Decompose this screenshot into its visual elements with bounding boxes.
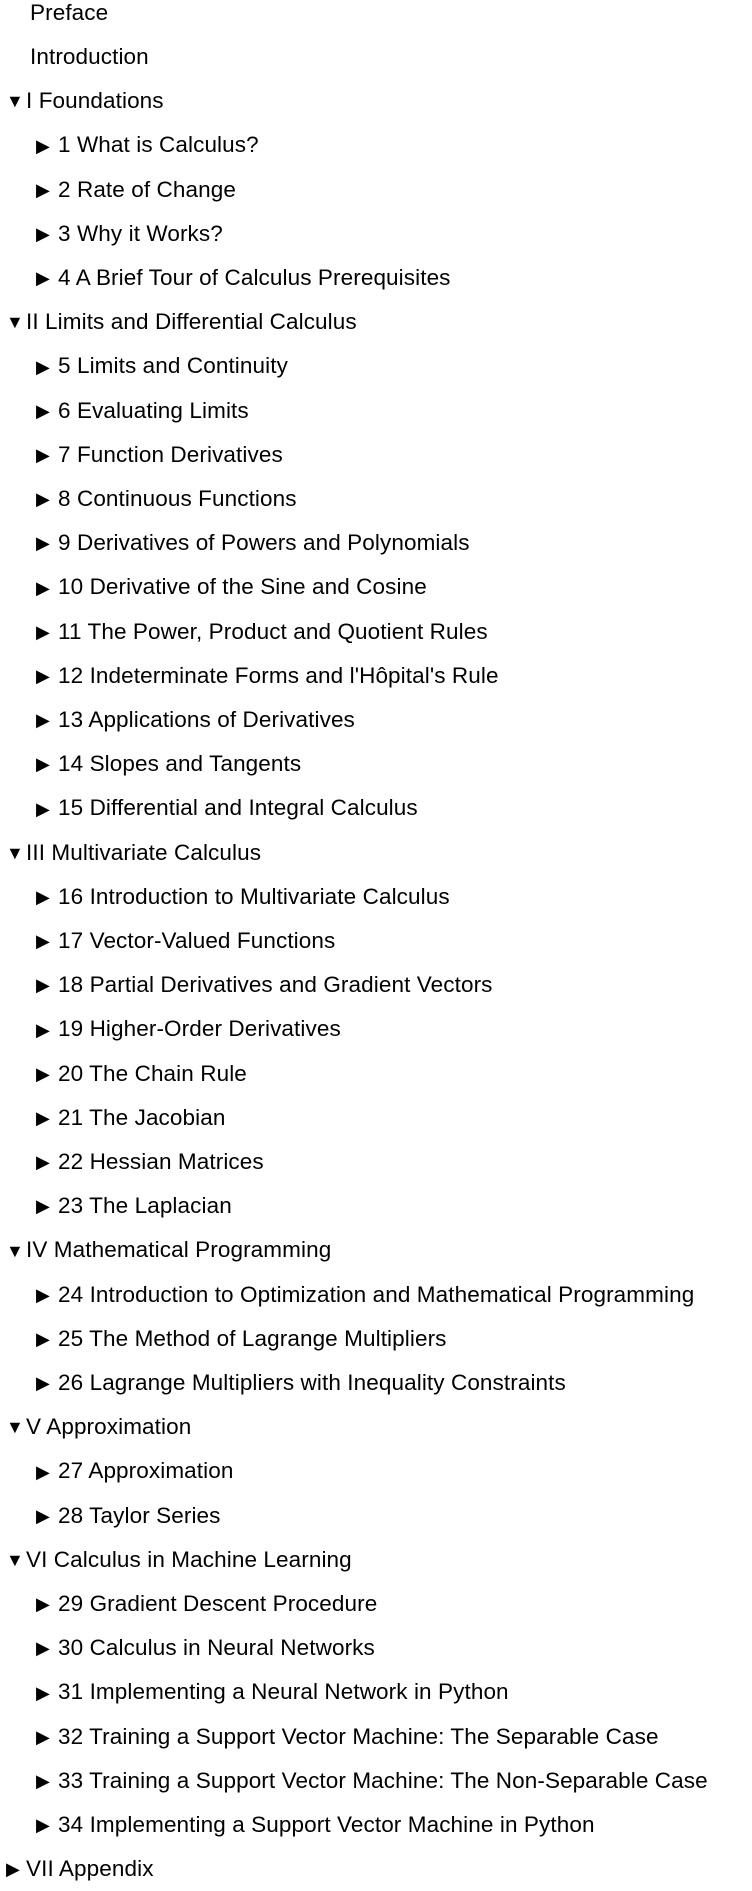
triangle-right-icon[interactable]: ▶ xyxy=(36,224,50,244)
toc-label: 19 Higher-Order Derivatives xyxy=(58,1016,341,1042)
toc-label: Introduction xyxy=(30,43,149,69)
triangle-right-icon[interactable]: ▶ xyxy=(36,754,50,775)
toc-chapter[interactable] xyxy=(0,433,283,477)
triangle-right-icon[interactable]: ▶ xyxy=(36,621,50,642)
toc-label: V Approximation xyxy=(26,1414,192,1440)
triangle-right-icon[interactable]: ▶ xyxy=(36,1726,50,1747)
triangle-right-icon[interactable]: ▶ xyxy=(36,798,50,819)
triangle-right-icon[interactable]: ▶ xyxy=(36,887,50,907)
triangle-right-icon[interactable]: ▶ xyxy=(36,1815,50,1836)
triangle-right-icon[interactable]: ▶ xyxy=(36,1594,50,1615)
triangle-right-icon[interactable]: ▶ xyxy=(36,931,50,952)
toc-label: 29 Gradient Descent Procedure xyxy=(58,1590,378,1616)
toc-chapter[interactable] xyxy=(0,256,451,300)
toc-chapter[interactable] xyxy=(0,1759,708,1803)
toc-label: I Foundations xyxy=(26,88,164,114)
toc-chapter[interactable] xyxy=(0,521,470,565)
toc-chapter[interactable] xyxy=(0,787,418,831)
toc-chapter[interactable] xyxy=(0,963,493,1007)
toc-chapter[interactable] xyxy=(0,168,236,212)
toc-label: VII Appendix xyxy=(26,1856,154,1882)
triangle-right-icon[interactable]: ▶ xyxy=(36,533,50,554)
triangle-right-icon[interactable]: ▶ xyxy=(36,1329,50,1349)
toc-chapter[interactable] xyxy=(0,212,223,256)
triangle-right-icon[interactable]: ▶ xyxy=(36,975,50,996)
toc-label: 20 The Chain Rule xyxy=(58,1060,247,1086)
triangle-right-icon[interactable]: ▶ xyxy=(36,1152,50,1173)
toc-label: 16 Introduction to Multivariate Calculus xyxy=(58,883,450,909)
triangle-right-icon[interactable]: ▶ xyxy=(36,135,50,156)
toc-chapter[interactable] xyxy=(0,1008,341,1052)
toc-label: III Multivariate Calculus xyxy=(26,839,262,865)
toc-label: 12 Indeterminate Forms and l'Hôpital's Rule xyxy=(58,662,499,688)
toc-label: 7 Function Derivatives xyxy=(58,441,283,467)
toc-label: 28 Taylor Series xyxy=(58,1502,221,1528)
toc-chapter[interactable] xyxy=(0,1715,659,1759)
triangle-down-icon[interactable]: ▼ xyxy=(6,312,24,333)
toc-label: 6 Evaluating Limits xyxy=(58,397,249,423)
toc-entry[interactable] xyxy=(0,0,108,35)
toc-label: IV Mathematical Programming xyxy=(26,1237,332,1263)
toc-chapter[interactable] xyxy=(0,124,259,168)
triangle-down-icon[interactable]: ▼ xyxy=(6,1417,24,1438)
triangle-right-icon[interactable]: ▶ xyxy=(36,489,50,510)
triangle-right-icon[interactable]: ▶ xyxy=(36,1682,50,1703)
toc-chapter[interactable] xyxy=(0,566,427,610)
triangle-right-icon[interactable]: ▶ xyxy=(6,1859,20,1880)
triangle-right-icon[interactable]: ▶ xyxy=(36,666,50,686)
toc-chapter[interactable] xyxy=(0,698,355,742)
triangle-right-icon[interactable]: ▶ xyxy=(36,356,50,377)
toc-chapter[interactable] xyxy=(0,477,297,521)
toc-label: 9 Derivatives of Powers and Polynomials xyxy=(58,530,470,556)
toc-label: 33 Training a Support Vector Machine: The Non-Separable Case xyxy=(58,1767,708,1793)
toc-part[interactable] xyxy=(0,1847,154,1891)
toc-chapter[interactable] xyxy=(0,1184,232,1228)
toc-label: 11 The Power, Product and Quotient Rules xyxy=(58,618,488,644)
toc-chapter[interactable] xyxy=(0,1626,375,1670)
toc-label: 13 Applications of Derivatives xyxy=(58,706,355,732)
toc-label: 8 Continuous Functions xyxy=(58,485,297,511)
toc-chapter[interactable] xyxy=(0,1494,221,1538)
toc-entry[interactable] xyxy=(0,35,149,79)
triangle-right-icon[interactable]: ▶ xyxy=(36,577,50,598)
toc-label: 30 Calculus in Neural Networks xyxy=(58,1635,375,1661)
toc-label: 1 What is Calculus? xyxy=(58,132,259,158)
toc-part[interactable] xyxy=(0,1229,331,1273)
toc-label: 15 Differential and Integral Calculus xyxy=(58,795,418,821)
toc-label: 17 Vector-Valued Functions xyxy=(58,927,336,953)
toc-label: 24 Introduction to Optimization and Mathematical Programming xyxy=(58,1281,695,1307)
toc-chapter[interactable] xyxy=(0,1803,595,1847)
toc-chapter[interactable] xyxy=(0,1582,377,1626)
triangle-down-icon[interactable]: ▼ xyxy=(6,842,24,863)
toc-label: 22 Hessian Matrices xyxy=(58,1148,264,1174)
toc-chapter[interactable] xyxy=(0,610,488,654)
toc-chapter[interactable] xyxy=(0,1671,509,1715)
toc-label: 10 Derivative of the Sine and Cosine xyxy=(58,574,427,600)
triangle-right-icon[interactable]: ▶ xyxy=(36,710,50,731)
toc-label: 14 Slopes and Tangents xyxy=(58,751,302,777)
triangle-right-icon[interactable]: ▶ xyxy=(36,400,50,421)
toc-chapter[interactable] xyxy=(0,1317,447,1361)
toc-label: 32 Training a Support Vector Machine: The Separable Case xyxy=(58,1723,659,1749)
toc-label: 27 Approximation xyxy=(58,1458,234,1484)
toc-chapter[interactable] xyxy=(0,1361,566,1405)
triangle-right-icon[interactable]: ▶ xyxy=(36,1019,50,1040)
triangle-right-icon[interactable]: ▶ xyxy=(36,1196,50,1217)
toc-chapter[interactable] xyxy=(0,389,249,433)
toc-label: 21 The Jacobian xyxy=(58,1104,226,1130)
triangle-right-icon[interactable]: ▶ xyxy=(36,1108,50,1128)
toc-part[interactable] xyxy=(0,79,164,123)
toc-label: 3 Why it Works? xyxy=(58,220,223,246)
toc-part[interactable] xyxy=(0,1405,191,1449)
toc-label: 31 Implementing a Neural Network in Python xyxy=(58,1679,509,1705)
toc-chapter[interactable] xyxy=(0,1140,264,1184)
triangle-down-icon[interactable]: ▼ xyxy=(6,1240,24,1261)
triangle-right-icon[interactable]: ▶ xyxy=(36,1638,50,1659)
toc-label: 2 Rate of Change xyxy=(58,176,236,202)
toc-chapter[interactable] xyxy=(0,654,499,698)
toc-label: 26 Lagrange Multipliers with Inequality Constraints xyxy=(58,1369,566,1395)
toc-label: 25 The Method of Lagrange Multipliers xyxy=(58,1325,447,1351)
toc-chapter[interactable] xyxy=(0,919,335,963)
toc-label: 5 Limits and Continuity xyxy=(58,353,288,379)
toc-label: 34 Implementing a Support Vector Machine in Python xyxy=(58,1811,595,1837)
toc-chapter[interactable] xyxy=(0,742,301,786)
toc-chapter[interactable] xyxy=(0,1450,233,1494)
toc-chapter[interactable] xyxy=(0,1052,247,1096)
toc-part[interactable] xyxy=(0,1538,352,1582)
toc-label: 18 Partial Derivatives and Gradient Vectors xyxy=(58,972,493,998)
toc-label: 23 The Laplacian xyxy=(58,1193,232,1219)
triangle-right-icon[interactable]: ▶ xyxy=(36,1461,50,1482)
triangle-right-icon[interactable]: ▶ xyxy=(36,445,50,465)
toc-chapter[interactable] xyxy=(0,875,450,919)
toc-label: Preface xyxy=(30,0,109,25)
toc-part[interactable] xyxy=(0,831,261,875)
triangle-right-icon[interactable]: ▶ xyxy=(36,179,50,200)
toc-chapter[interactable] xyxy=(0,1273,694,1317)
triangle-right-icon[interactable]: ▶ xyxy=(36,1771,50,1791)
triangle-right-icon[interactable]: ▶ xyxy=(36,1284,50,1305)
triangle-right-icon[interactable]: ▶ xyxy=(36,1505,50,1526)
toc-label: VI Calculus in Machine Learning xyxy=(26,1546,352,1572)
triangle-right-icon[interactable]: ▶ xyxy=(36,268,50,289)
toc-label: II Limits and Differential Calculus xyxy=(26,309,357,335)
toc-label: 4 A Brief Tour of Calculus Prerequisites xyxy=(58,264,451,290)
triangle-right-icon[interactable]: ▶ xyxy=(36,1063,50,1084)
toc-chapter[interactable] xyxy=(0,345,288,389)
toc-chapter[interactable] xyxy=(0,1096,225,1140)
triangle-down-icon[interactable]: ▼ xyxy=(6,91,24,112)
triangle-right-icon[interactable]: ▶ xyxy=(36,1373,50,1394)
toc-part[interactable] xyxy=(0,300,357,344)
triangle-down-icon[interactable]: ▼ xyxy=(6,1550,24,1570)
